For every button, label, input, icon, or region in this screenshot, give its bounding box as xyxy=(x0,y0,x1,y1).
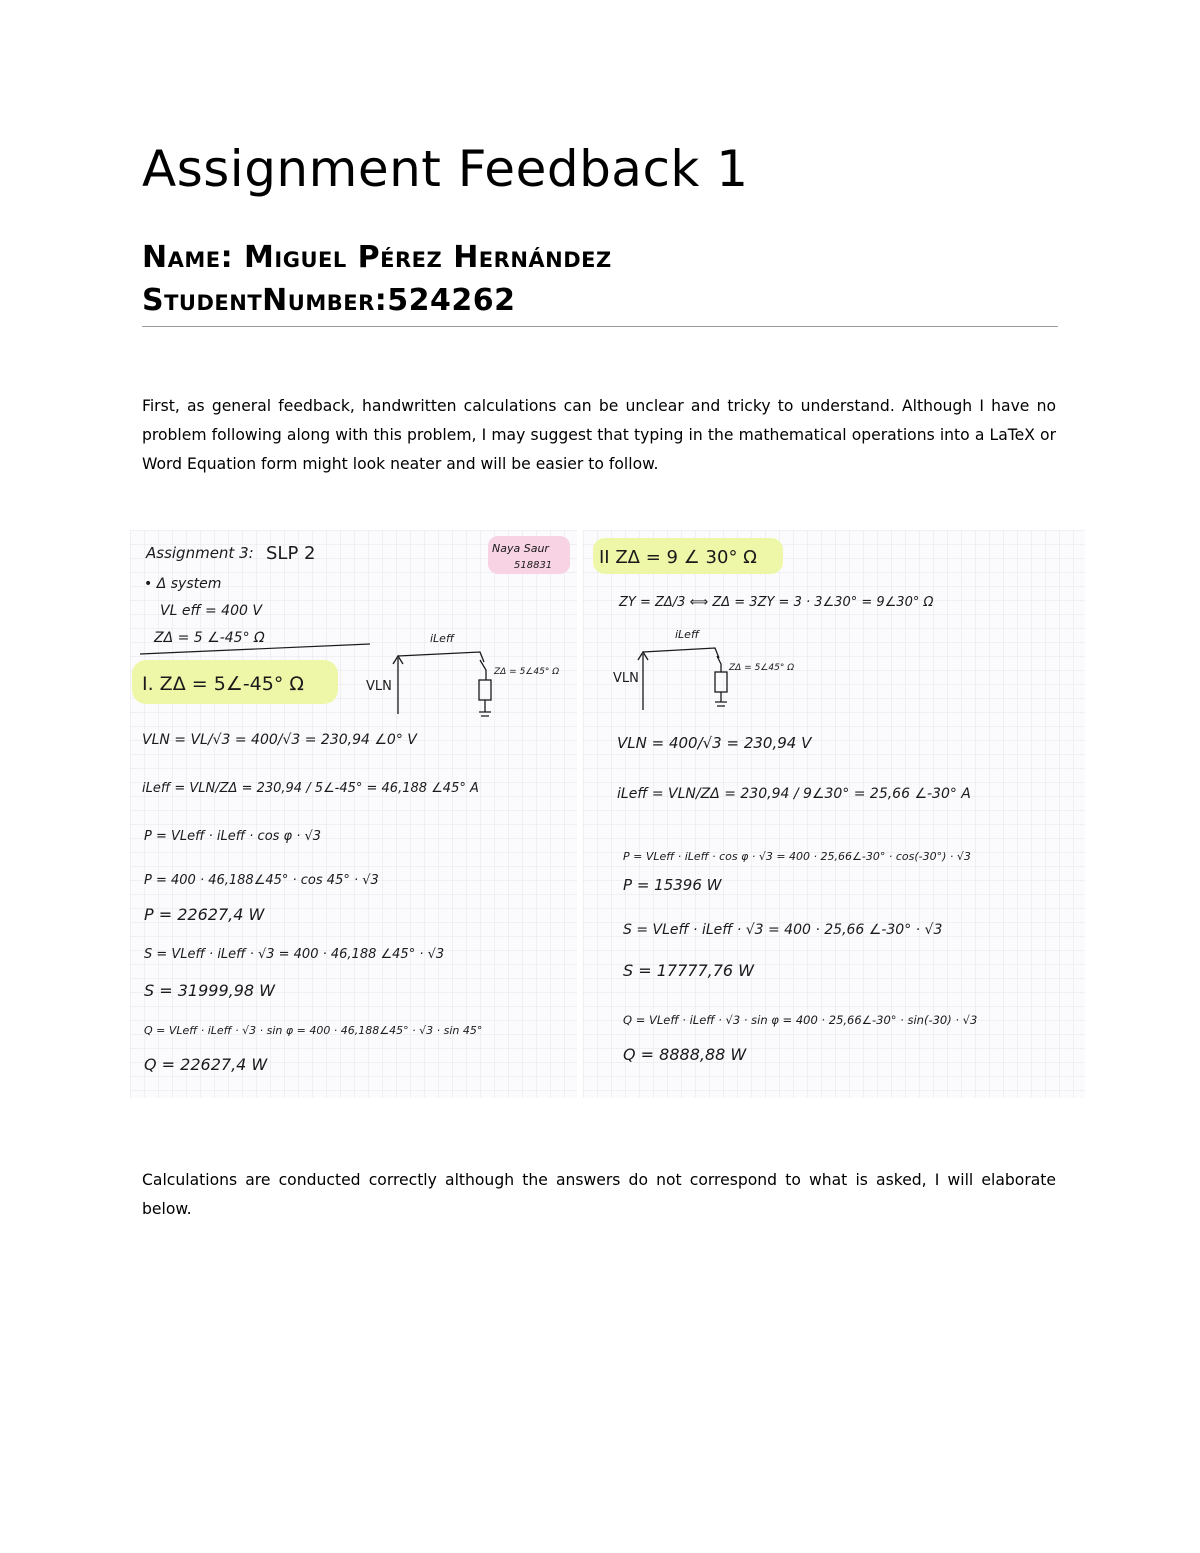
hw-eq-q-result: Q = 22627,4 W xyxy=(144,1055,268,1074)
hw-header-tag: SLP 2 xyxy=(266,543,316,564)
hw-section-2: II ZΔ = 9 ∠ 30° Ω xyxy=(599,547,757,568)
hw-eq-p-result: P = 22627,4 W xyxy=(144,905,265,924)
header-divider xyxy=(142,326,1058,327)
hw-eq-q-result-right: Q = 8888,88 W xyxy=(623,1045,747,1064)
hw-eq-ileff: iLeff = VLN/ZΔ = 230,94 / 5∠-45° = 46,188 ∠45° A xyxy=(142,781,479,796)
hw-section-1: I. ZΔ = 5∠-45° Ω xyxy=(142,673,304,695)
hw-eq-p-formula-right: P = VLeff · iLeff · cos φ · √3 = 400 · 25,66∠-30° · cos(-30°) · √3 xyxy=(623,850,971,863)
hw-circuit-ileff: iLeff xyxy=(430,632,454,645)
hw-eq-q-formula-right: Q = VLeff · iLeff · √3 · sin φ = 400 · 25,66∠-30° · sin(-30) · √3 xyxy=(623,1013,978,1027)
hw-signature: Naya Saur xyxy=(492,542,549,555)
hw-line-vleff: VL eff = 400 V xyxy=(160,603,262,619)
hw-signature-number: 518831 xyxy=(514,560,553,571)
handwritten-page-left xyxy=(130,530,577,1098)
student-name: Name: Miguel Pérez Hernández xyxy=(142,240,612,275)
hw-circuit-z: ZΔ = 5∠45° Ω xyxy=(494,667,560,677)
feedback-paragraph-general: First, as general feedback, handwritten calculations can be unclear and tricky to understand. Although I have no problem following along with this problem, I may suggest that typing in the mathematical operations into a LaTeX or Word Equation form might look neater and will be easier to follow. xyxy=(142,397,1056,473)
hw-circuit-vln-right: VLN xyxy=(613,671,639,686)
hw-eq-s-formula-right: S = VLeff · iLeff · √3 = 400 · 25,66 ∠-30° · √3 xyxy=(623,922,943,938)
hw-eq-q-formula: Q = VLeff · iLeff · √3 · sin φ = 400 · 46,188∠45° · √3 · sin 45° xyxy=(144,1024,483,1037)
hw-line-system: • Δ system xyxy=(144,576,222,592)
handwritten-calculations-image xyxy=(130,530,1085,1098)
hw-eq-s-formula: S = VLeff · iLeff · √3 = 400 · 46,188 ∠45° · √3 xyxy=(144,947,445,962)
hw-line-zdelta: ZΔ = 5 ∠-45° Ω xyxy=(154,630,265,646)
hw-eq-vln-right: VLN = 400/√3 = 230,94 V xyxy=(617,734,812,752)
hw-eq-ileff-right: iLeff = VLN/ZΔ = 230,94 / 9∠30° = 25,66 ∠-30° A xyxy=(617,786,971,802)
hw-circuit-vln: VLN xyxy=(366,679,392,694)
document-title: Assignment Feedback 1 xyxy=(142,140,749,198)
hw-eq-p-formula: P = VLeff · iLeff · cos φ · √3 xyxy=(144,829,322,844)
hw-eq-p-result-right: P = 15396 W xyxy=(623,876,722,894)
hw-eq-vln: VLN = VL/√3 = 400/√3 = 230,94 ∠0° V xyxy=(142,732,417,748)
hw-eq-p-sub: P = 400 · 46,188∠45° · cos 45° · √3 xyxy=(144,873,379,888)
hw-eq-s-result-right: S = 17777,76 W xyxy=(623,961,754,980)
hw-circuit-z-right: ZΔ = 5∠45° Ω xyxy=(729,663,795,673)
handwritten-page-right xyxy=(583,530,1085,1098)
feedback-paragraph-correctness: Calculations are conducted correctly although the answers do not correspond to what is asked, I will elaborate below. xyxy=(142,1171,1056,1218)
hw-eq-zy: ZY = ZΔ/3 ⟺ ZΔ = 3ZY = 3 · 3∠30° = 9∠30° Ω xyxy=(619,595,934,610)
hw-circuit-ileff-right: iLeff xyxy=(675,628,699,641)
student-number: StudentNumber:524262 xyxy=(142,283,516,318)
hw-header: Assignment 3: xyxy=(146,544,254,562)
hw-eq-s-result: S = 31999,98 W xyxy=(144,981,275,1000)
